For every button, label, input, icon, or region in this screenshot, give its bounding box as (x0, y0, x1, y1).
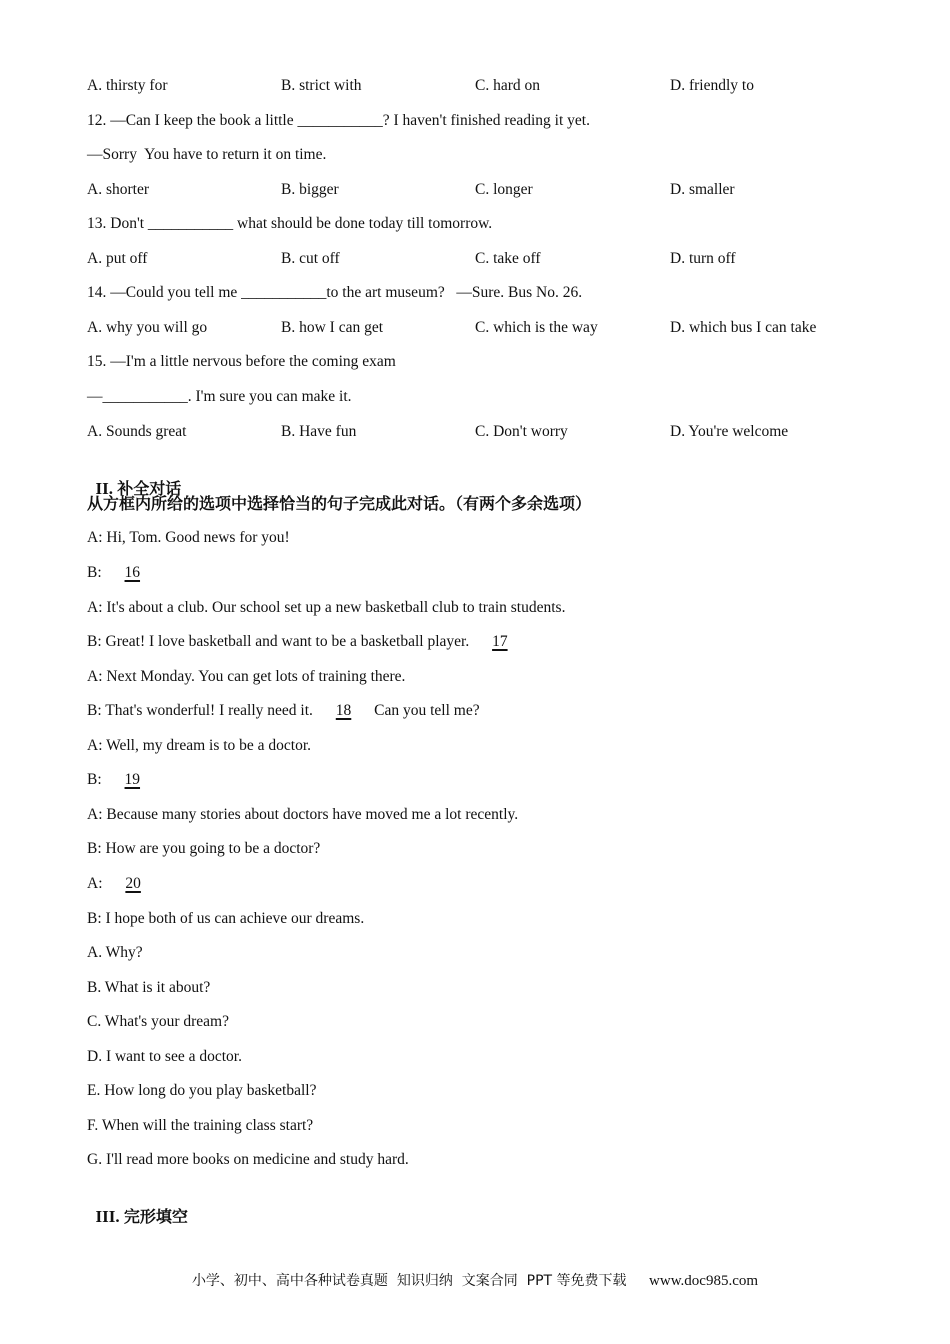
q12-stem: 12. —Can I keep the book a little ___________? I haven't finished reading it yet. (87, 112, 590, 129)
dialogue-line-6 (87, 701, 480, 721)
dialogue-line-4-text: B: Great! I love basketball and want to be a basketball player. (87, 633, 474, 650)
dialogue-line-11 (87, 874, 160, 894)
q14-stem: 14. —Could you tell me ___________to the art museum? —Sure. Bus No. 26. (87, 284, 583, 301)
q14-option-d: D. which bus I can take (670, 319, 817, 336)
section-3-heading (87, 1184, 188, 1228)
q13-option-d: D. turn off (670, 250, 736, 267)
dialogue-line-2 (87, 563, 159, 583)
q14-option-c: C. which is the way (475, 319, 598, 336)
q11-option-a: A. thirsty for (87, 77, 168, 94)
dialogue-line-8 (87, 770, 159, 790)
section-3-number: III. (95, 1207, 120, 1226)
blank-19: 19 (124, 771, 141, 788)
q14-option-a: A. why you will go (87, 319, 208, 336)
section-2-instruction: 从方框内所给的选项中选择恰当的句子完成此对话。（有两个多余选项） (87, 494, 592, 513)
q14-option-b: B. how I can get (281, 319, 384, 336)
q13-stem: 13. Don't ___________ what should be done today till tomorrow. (87, 215, 493, 232)
blank-16: 16 (124, 564, 141, 581)
q13-option-c: C. take off (475, 250, 541, 267)
dialogue-line-1: A: Hi, Tom. Good news for you! (87, 529, 290, 546)
speaker-prefix: A: (87, 875, 107, 892)
footer-url[interactable]: www.doc985.com (649, 1273, 759, 1289)
q13-option-a: A. put off (87, 250, 148, 267)
dialogue-line-6-suffix: Can you tell me? (370, 702, 480, 719)
q12-option-c: C. longer (475, 181, 533, 198)
q15-stem: 15. —I'm a little nervous before the coming exam (87, 353, 396, 370)
dialogue-line-4 (87, 632, 527, 652)
section-2-number: II. (95, 479, 113, 498)
choice-e: E. How long do you play basketball? (87, 1082, 317, 1099)
dialogue-line-6-text: B: That's wonderful! I really need it. (87, 702, 317, 719)
dialogue-line-5: A: Next Monday. You can get lots of training there. (87, 668, 406, 685)
page-footer (0, 1270, 950, 1290)
footer-text: 小学、初中、高中各种试卷真题 知识归纳 文案合同 PPT 等免费下载 (191, 1273, 627, 1289)
speaker-prefix: B: (87, 564, 106, 581)
q15-option-d: D. You're welcome (670, 423, 789, 440)
q11-option-d: D. friendly to (670, 77, 754, 94)
choice-a: A. Why? (87, 944, 143, 961)
dialogue-line-12: B: I hope both of us can achieve our dreams. (87, 910, 365, 927)
choice-b: B. What is it about? (87, 979, 211, 996)
choice-c: C. What's your dream? (87, 1013, 229, 1030)
choice-g: G. I'll read more books on medicine and study hard. (87, 1151, 409, 1168)
dialogue-line-7: A: Well, my dream is to be a doctor. (87, 737, 312, 754)
q12-reply: —Sorry You have to return it on time. (87, 146, 327, 163)
q13-option-b: B. cut off (281, 250, 340, 267)
section-3-title: 完形填空 (123, 1207, 188, 1226)
blank-17: 17 (492, 633, 508, 650)
q15-option-a: A. Sounds great (87, 423, 187, 440)
q12-option-b: B. bigger (281, 181, 339, 198)
blank-20: 20 (125, 875, 141, 892)
q12-option-d: D. smaller (670, 181, 735, 198)
section-2-title: 补全对话 (117, 479, 182, 498)
q15-option-b: B. Have fun (281, 423, 357, 440)
q11-option-c: C. hard on (475, 77, 541, 94)
choice-d: D. I want to see a doctor. (87, 1048, 242, 1065)
q11-option-b: B. strict with (281, 77, 362, 94)
choice-f: F. When will the training class start? (87, 1117, 314, 1134)
dialogue-line-10: B: How are you going to be a doctor? (87, 840, 321, 857)
blank-18: 18 (335, 702, 352, 719)
q12-option-a: A. shorter (87, 181, 149, 198)
dialogue-line-3: A: It's about a club. Our school set up a new basketball club to train students. (87, 599, 566, 616)
speaker-prefix: B: (87, 771, 106, 788)
dialogue-line-9: A: Because many stories about doctors have moved me a lot recently. (87, 806, 519, 823)
q15-option-c: C. Don't worry (475, 423, 568, 440)
q15-reply: —___________. I'm sure you can make it. (87, 388, 352, 405)
